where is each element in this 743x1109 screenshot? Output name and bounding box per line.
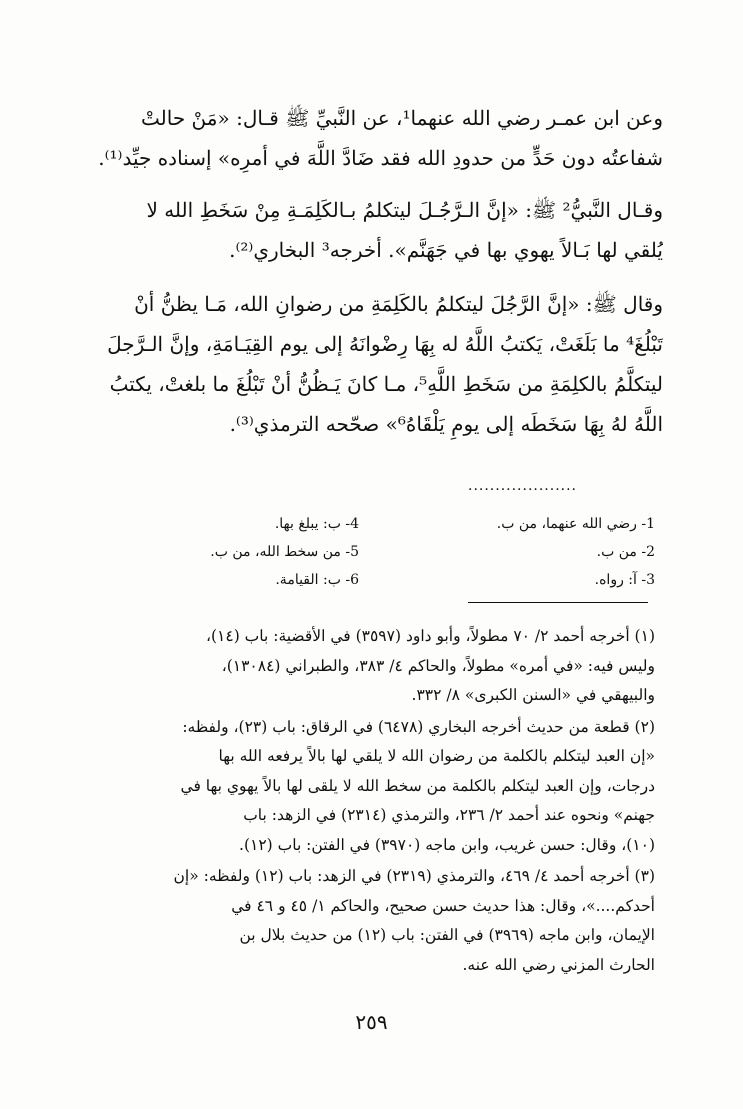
text-line: اللَّهُ لهُ بِهَا سَخَطَه إلى يومِ يَلْقَاهُ⁶» صحّحه الترمذي⁽³⁾. xyxy=(229,412,663,436)
variant-notes-right xyxy=(415,510,655,594)
text-line: وقال ﷺ: «إنَّ الرَّجُلَ ليتكلمُ بالكَلِمَةِ من رضوانِ الله، مَـا يظنُّ أنْ xyxy=(134,292,663,316)
page-number: ٢٥٩ xyxy=(355,1010,388,1034)
separator-dots: .................... xyxy=(468,478,578,494)
footnote-1 xyxy=(95,622,655,711)
footnote-divider xyxy=(468,602,648,603)
variant-note: 4- ب: يبلغ بها. xyxy=(274,516,359,532)
footnote-line: «إن العبد ليتكلم بالكلمة من رضوان الله لا يلقي لها بالاً يرفعه الله بها xyxy=(218,747,655,765)
footnote-line: الإيمان، وابن ماجه (٣٩٦٩) في الفتن: باب (١٢) من حديث بلال بن xyxy=(239,926,655,944)
footnote-line: وليس فيه: «في أمره» مطولاً، والحاكم ٤/ ٣٨٣، والطبراني (١٣٠٨٤)، xyxy=(221,656,655,675)
variant-note: 6- ب: القيامة. xyxy=(275,572,359,588)
hadith-paragraph-1 xyxy=(83,98,663,178)
footnote-line: (٢) قطعة من حديث أخرجه البخاري (٦٤٧٨) في الرقاق: باب (٢٣)، ولفظه: xyxy=(182,717,655,736)
variant-notes-left xyxy=(139,510,359,594)
footnote-line: الحارث المزني رضي الله عنه. xyxy=(462,955,655,974)
text-line: يُلقي لها بَـالاً يهوي بها في جَهَنَّم». أخرجه³ البخاري⁽²⁾. xyxy=(229,238,663,262)
footnote-line: والبيهقي في «السنن الكبرى» ٨/ ٣٣٢. xyxy=(411,686,655,704)
footnote-2 xyxy=(95,713,655,861)
variant-note: 3- آ: رواه. xyxy=(594,572,655,588)
hadith-paragraph-2 xyxy=(83,190,663,270)
variant-note: 5- من سخط الله، من ب. xyxy=(210,544,359,560)
hadith-paragraph-3 xyxy=(83,284,663,444)
text-line: شفاعتُه دون حَدٍّ من حدودِ الله فقد ضَادَّ اللَّهَ في أمرِه» إسناده جيِّد⁽¹⁾. xyxy=(98,146,663,170)
text-line: ليتكلَّمُ بالكلِمَةِ من سَخَطِ اللَّهِ⁵، مـا كانَ يَـظُنُّ أنْ تَبْلُغَ ما بلغتْ، يكتبُ xyxy=(109,372,663,396)
footnotes xyxy=(95,622,655,982)
variant-note: 2- من ب. xyxy=(596,544,655,560)
text-line: وعن ابن عمـر رضي الله عنهما¹، عن النَّبيِّ ﷺ قـال: «مَنْ حالتْ xyxy=(141,106,663,130)
text-line: وقـال النَّبيُّ² ﷺ: «إنَّ الـرَّجُـلَ ليتكلمُ بـالكَلِمَـةِ مِنْ سَخَطِ الله لا xyxy=(146,198,663,222)
footnote-line: (١٠)، وقال: حسن غريب، وابن ماجه (٣٩٧٠) في الفتن: باب (١٢). xyxy=(239,835,655,854)
footnote-line: (٣) أخرجه أحمد ٤/ ٤٦٩، والترمذي (٢٣١٩) في الزهد: باب (١٢) ولفظه: «إن xyxy=(173,867,655,885)
footnote-3 xyxy=(95,862,655,980)
footnote-line: أحدكم....»، وقال: هذا حديث حسن صحيح، والحاكم ١/ ٤٥ و ٤٦ في xyxy=(231,896,655,915)
footnote-line: جهنم» ونحوه عند أحمد ٢/ ٢٣٦، والترمذي (٢٣١٤) في الزهد: باب xyxy=(243,806,655,824)
variant-note: 1- رضي الله عنهما، من ب. xyxy=(496,516,655,532)
footnote-line: (١) أخرجه أحمد ٢/ ٧٠ مطولاً، وأبو داود (٣٥٩٧) في الأقضية: باب (١٤)، xyxy=(205,627,655,645)
footnote-line: درجات، وإن العبد ليتكلم بالكلمة من سخط الله لا يلقى لها بالاً يهوي بها في xyxy=(180,776,655,795)
text-line: تَبْلُغَ⁴ ما بَلَغَتْ، يَكتبُ اللَّهُ له بِهَا رِضْوانَهُ إلى يوم القِيَـامَةِ، وإنَّ الـرَّجلَ xyxy=(107,332,663,356)
